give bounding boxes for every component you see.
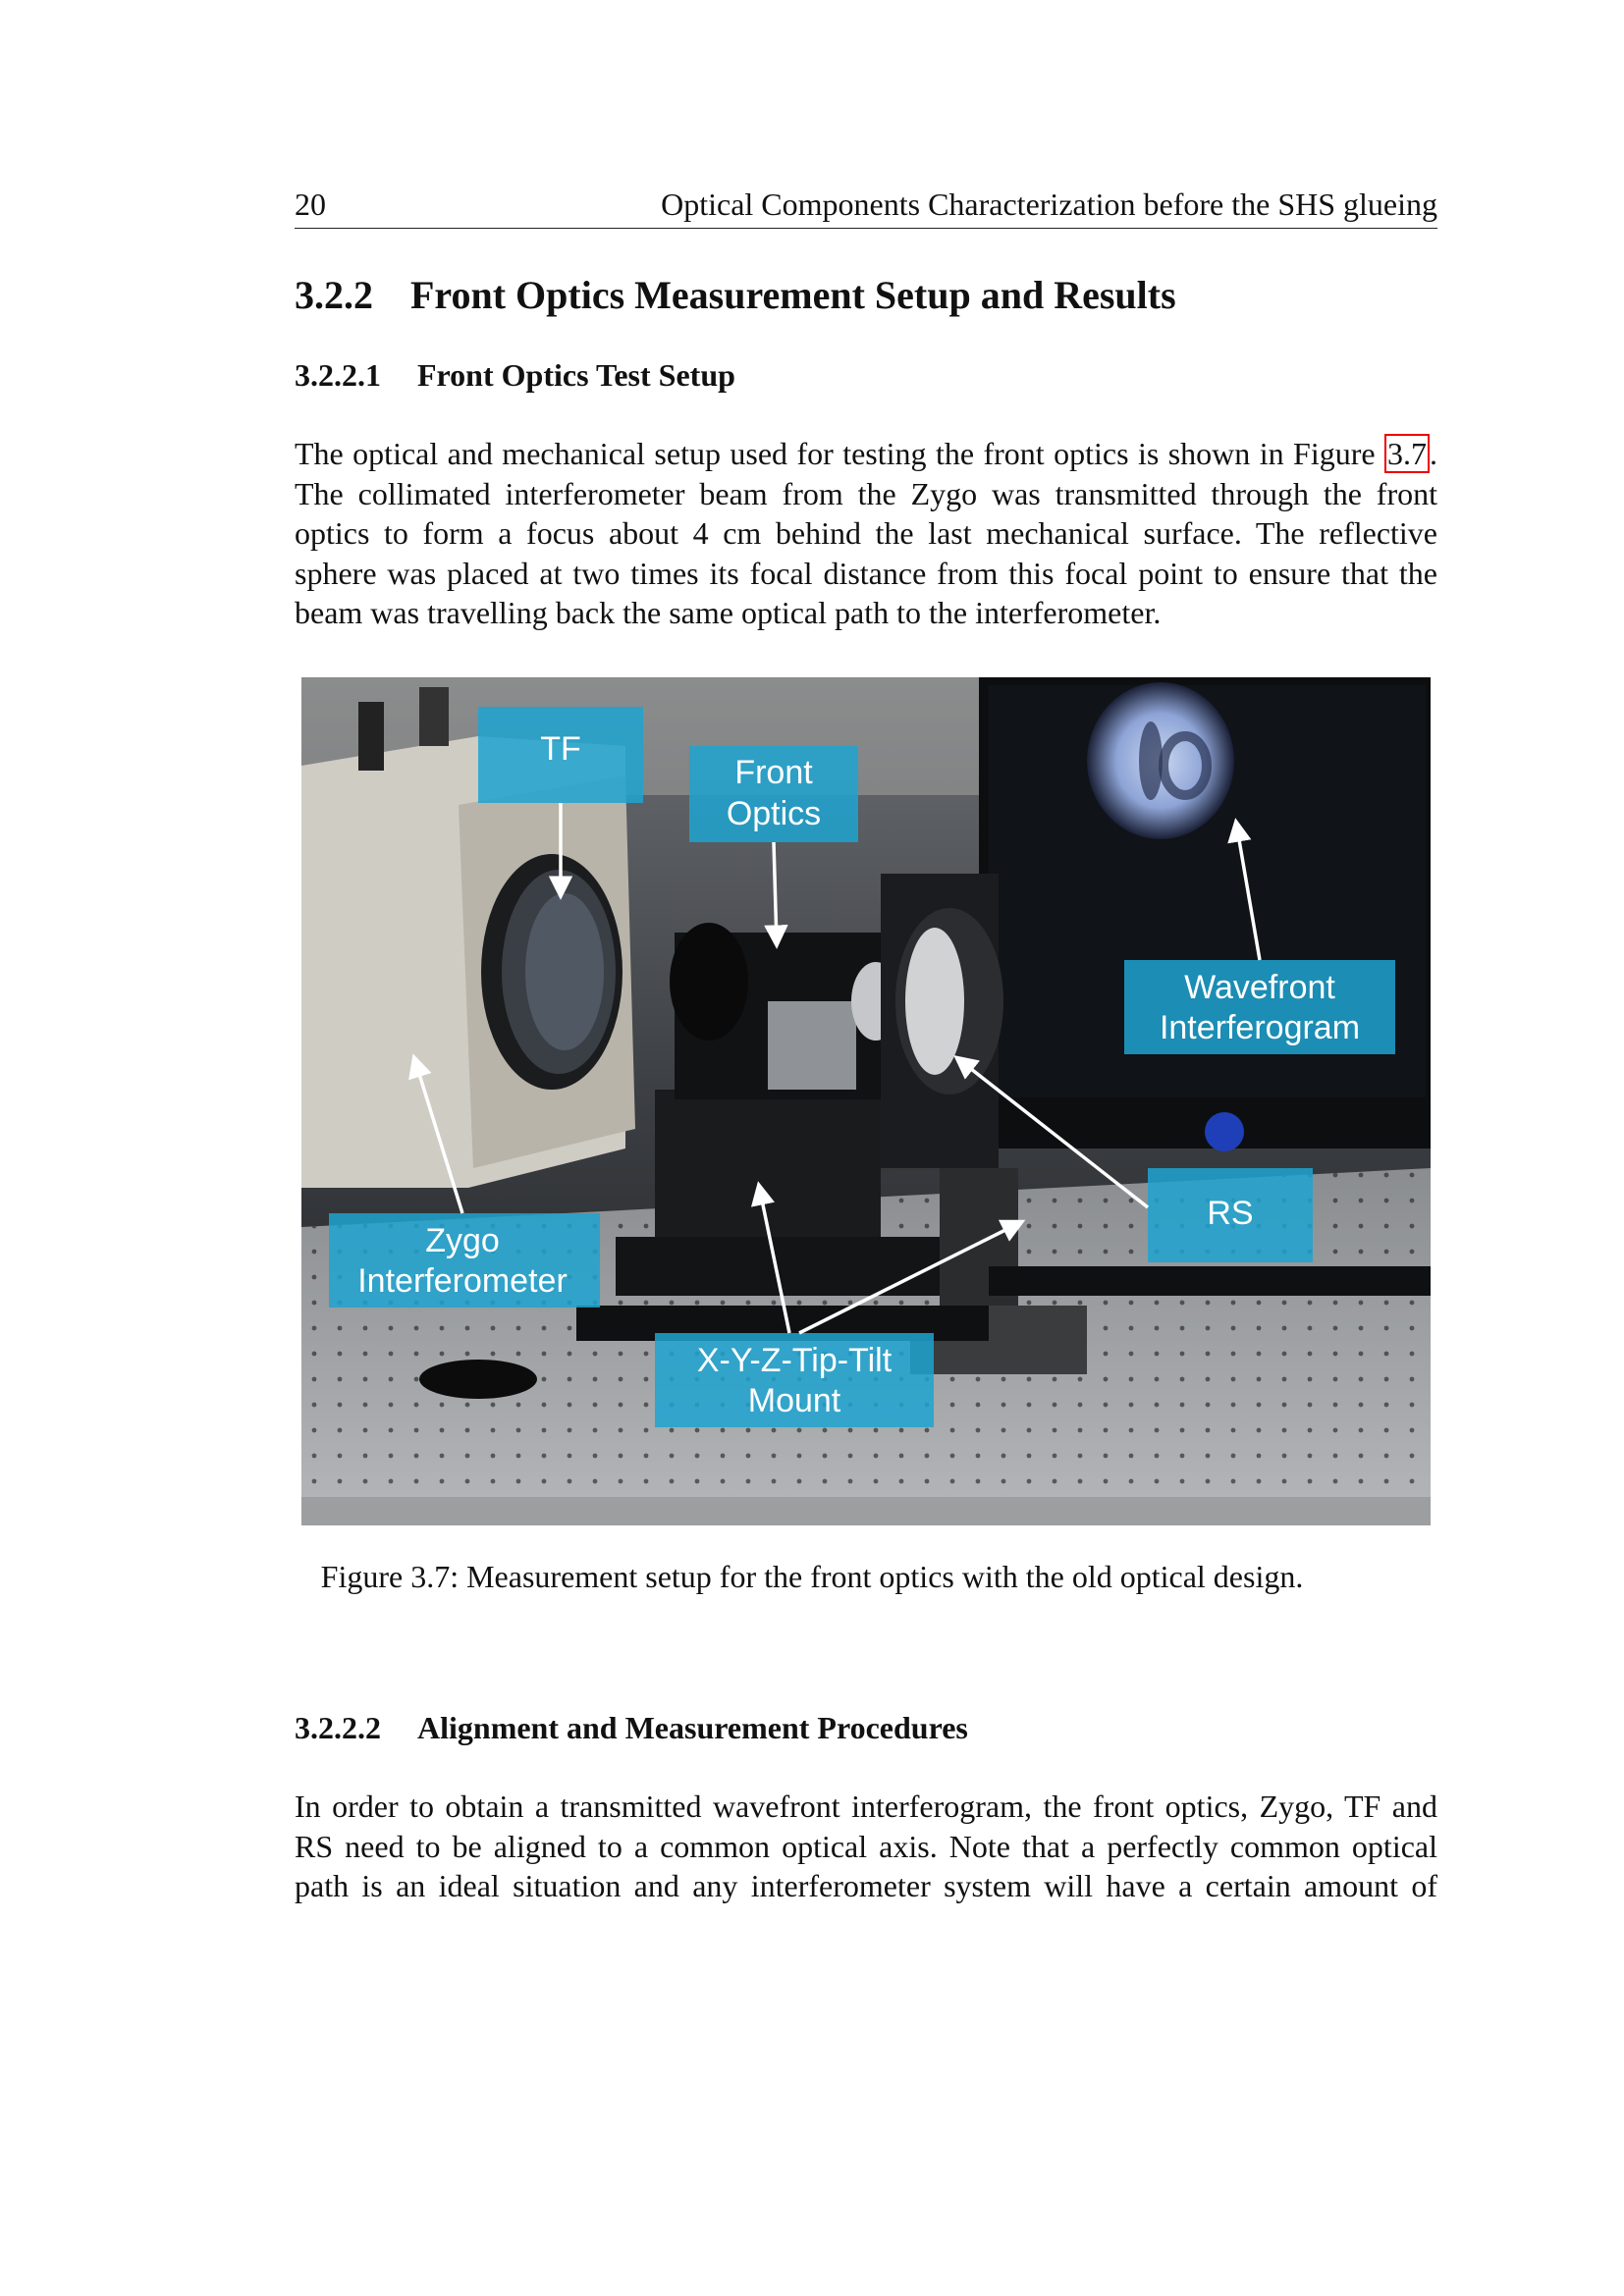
figure-reference-link[interactable]: 3.7 bbox=[1384, 434, 1430, 473]
subsection-title: Alignment and Measurement Procedures bbox=[417, 1710, 968, 1745]
setup-photo bbox=[301, 677, 1431, 1525]
subsection-heading-1 bbox=[295, 357, 735, 394]
setup-photo-figure bbox=[301, 677, 1431, 1525]
paragraph-line: RS need to be aligned to a common optical axis. Note that a perfectly common optical bbox=[295, 1828, 1437, 1864]
paragraph-alignment bbox=[295, 1787, 1437, 1906]
running-header bbox=[295, 187, 1437, 229]
label-wavefront-text: Wavefront bbox=[1184, 969, 1335, 1006]
label-tf-text: TF bbox=[540, 730, 581, 768]
paragraph-setup bbox=[295, 434, 1437, 633]
section-title: Front Optics Measurement Setup and Results bbox=[410, 273, 1176, 317]
figure-caption: Figure 3.7: Measurement setup for the front optics with the old optical design. bbox=[320, 1559, 1304, 1594]
subsection-number: 3.2.2.1 bbox=[295, 357, 381, 393]
label-zygo-text: Interferometer bbox=[357, 1262, 568, 1300]
subsection-title: Front Optics Test Setup bbox=[417, 357, 735, 393]
paragraph-line: beam was travelling back the same optical path to the interferometer. bbox=[295, 595, 1162, 630]
paragraph-line: path is an ideal situation and any interferometer system will have a certain amount of bbox=[295, 1868, 1437, 1903]
paragraph-line: In order to obtain a transmitted wavefront interferogram, the front optics, Zygo, TF and bbox=[295, 1789, 1437, 1824]
paragraph-line: sphere was placed at two times its focal distance from this focal point to ensure that the bbox=[295, 555, 1437, 591]
label-front-optics-text: Front bbox=[734, 754, 813, 791]
paragraph-line: The optical and mechanical setup used for testing the front optics is shown in Figure 3.7. bbox=[295, 436, 1438, 471]
label-wavefront-text: Interferogram bbox=[1159, 1009, 1361, 1046]
label-mount-text: Mount bbox=[747, 1382, 841, 1419]
section-number: 3.2.2 bbox=[295, 273, 373, 317]
label-rs-text: RS bbox=[1207, 1195, 1254, 1232]
paragraph-line: optics to form a focus about 4 cm behind the last mechanical surface. The reflective bbox=[295, 515, 1437, 551]
paragraph-line: The collimated interferometer beam from the Zygo was transmitted through the front bbox=[295, 475, 1437, 511]
section-heading bbox=[295, 272, 1176, 318]
label-front-optics-text: Optics bbox=[726, 795, 822, 832]
page-number: 20 bbox=[295, 187, 326, 222]
running-title: Optical Components Characterization before the SHS glueing bbox=[661, 187, 1437, 222]
label-zygo-text: Zygo bbox=[425, 1222, 500, 1259]
subsection-number: 3.2.2.2 bbox=[295, 1710, 381, 1745]
subsection-heading-2 bbox=[295, 1710, 968, 1746]
label-mount-text: X-Y-Z-Tip-Tilt bbox=[696, 1342, 893, 1379]
